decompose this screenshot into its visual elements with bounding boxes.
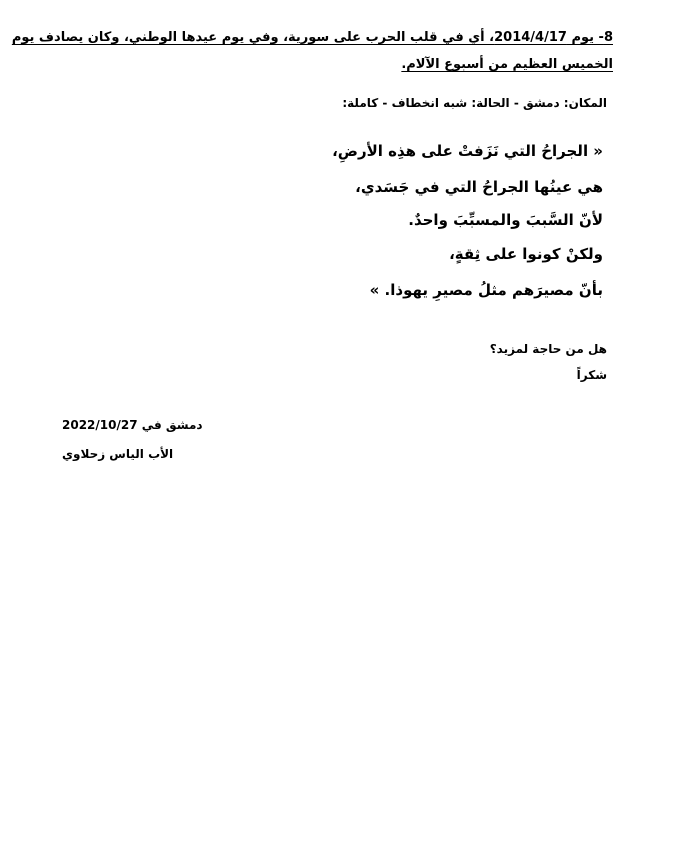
quote-line-3: لأنّ السَّببَ والمسبِّبَ واحدٌ. <box>408 211 603 229</box>
quote-line-4: ولكنْ كونوا على ثِقةٍ، <box>449 245 603 263</box>
quote-line-2: هي عينُها الجراحُ التي في جَسَدي، <box>355 178 603 196</box>
intro-paragraph-line-2: الخميس العظيم من أسبوع الآلام. <box>401 57 613 72</box>
closing-thanks: شكراً <box>576 368 607 382</box>
intro-paragraph-line-1: 8- يوم 2014/4/17، أي في قلب الحرب على سورية، وفي يوم عيدها الوطني، وكان يصادف يوم <box>11 30 613 45</box>
quote-line-1: « الجراحُ التي نَزَفتْ على هذِه الأرضِ، <box>332 142 603 160</box>
signature-date: دمشق في 2022/10/27 <box>62 418 203 432</box>
signature-name: الأب الياس زحلاوي <box>62 447 174 461</box>
quote-line-5: بأنّ مصيرَهم مثلُ مصيرِ يهوذا. » <box>369 281 603 299</box>
closing-question: هل من حاجة لمزيد؟ <box>489 342 607 356</box>
place-status-line: المكان: دمشق - الحالة: شبه انخطاف - كاملة: <box>342 96 607 110</box>
